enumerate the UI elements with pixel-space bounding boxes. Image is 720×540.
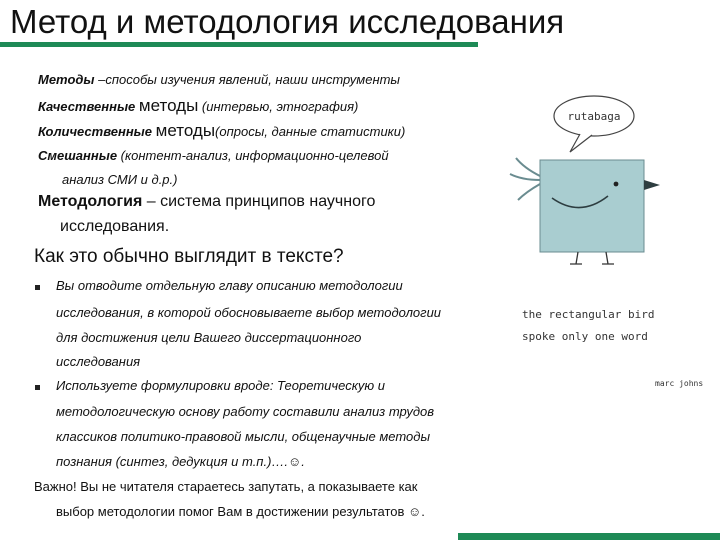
bird-beak	[644, 180, 660, 190]
methodology-term: Методология	[38, 193, 143, 210]
conclusion-line-2: выбор методологии помог Вам в достижении результатов ☺.	[56, 504, 425, 519]
question-heading: Как это обычно выглядит в тексте?	[34, 246, 344, 267]
qualitative-methods-word: методы	[138, 96, 199, 115]
caption-line-1: the rectangular bird	[522, 308, 655, 321]
title-underline	[0, 42, 478, 47]
methods-definition: –способы изучения явлений, наши инструменты	[94, 72, 400, 87]
bullet-2-line-4: познания (синтез, дедукция и т.п.)….☺.	[56, 454, 305, 469]
bullet-1-line-1: Вы отводите отдельную главу описанию методологии	[56, 278, 403, 293]
conclusion-line-1	[34, 479, 417, 494]
mixed-examples: (контент-анализ, информационно-целевой	[117, 148, 389, 163]
methods-line-2	[38, 96, 358, 116]
methodology-line-2: исследования.	[60, 218, 170, 235]
conclusion-text: Вы не читателя стараетесь запутать, а показываете как	[76, 479, 418, 494]
methodology-line-1	[38, 193, 375, 211]
methods-term: Методы	[38, 72, 95, 87]
bullet-marker	[35, 385, 40, 390]
rectangular-bird-illustration	[500, 88, 715, 388]
bird-eye	[614, 182, 619, 187]
bullet-marker	[35, 285, 40, 290]
artist-signature: marc johns	[655, 379, 704, 388]
bird-legs	[570, 252, 614, 264]
bullet-2-line-3: классиков политико-правовой мысли, общенаучные методы	[56, 429, 431, 444]
caption-line-2: spoke only one word	[522, 330, 648, 343]
bullet-2-line-1: Используете формулировки вроде: Теоретическую и	[56, 378, 385, 393]
qualitative-examples: (интервью, этнография)	[198, 99, 359, 114]
tail-feathers	[510, 158, 540, 200]
bullet-1-line-3: для достижения цели Вашего диссертационного	[56, 330, 362, 345]
bullet-1-line-2: исследования, в которой обосновываете выбор методологии	[56, 305, 442, 320]
methods-line-5: анализ СМИ и д.р.)	[62, 172, 178, 187]
quantitative-methods-word: методы	[155, 121, 216, 140]
bottom-accent-bar	[458, 533, 720, 540]
methods-line-3	[38, 121, 405, 141]
slide-title: Метод и методология исследования	[10, 3, 565, 40]
bullet-1-line-4: исследования	[56, 354, 141, 369]
quantitative-examples: (опросы, данные статистики)	[215, 124, 406, 139]
methods-line-1	[38, 72, 400, 87]
methodology-definition: – система принципов научного	[142, 193, 376, 210]
bullet-2-line-2: методологическую основу работу составили анализ трудов	[56, 404, 435, 419]
methods-line-4	[38, 148, 389, 163]
qualitative-term: Качественные	[38, 99, 139, 114]
bubble-text: rutabaga	[567, 110, 621, 123]
speech-bubble-tail	[570, 134, 592, 152]
quantitative-term: Количественные	[38, 124, 156, 139]
important-lead: Важно!	[34, 479, 77, 494]
mixed-term: Смешанные	[38, 148, 118, 163]
